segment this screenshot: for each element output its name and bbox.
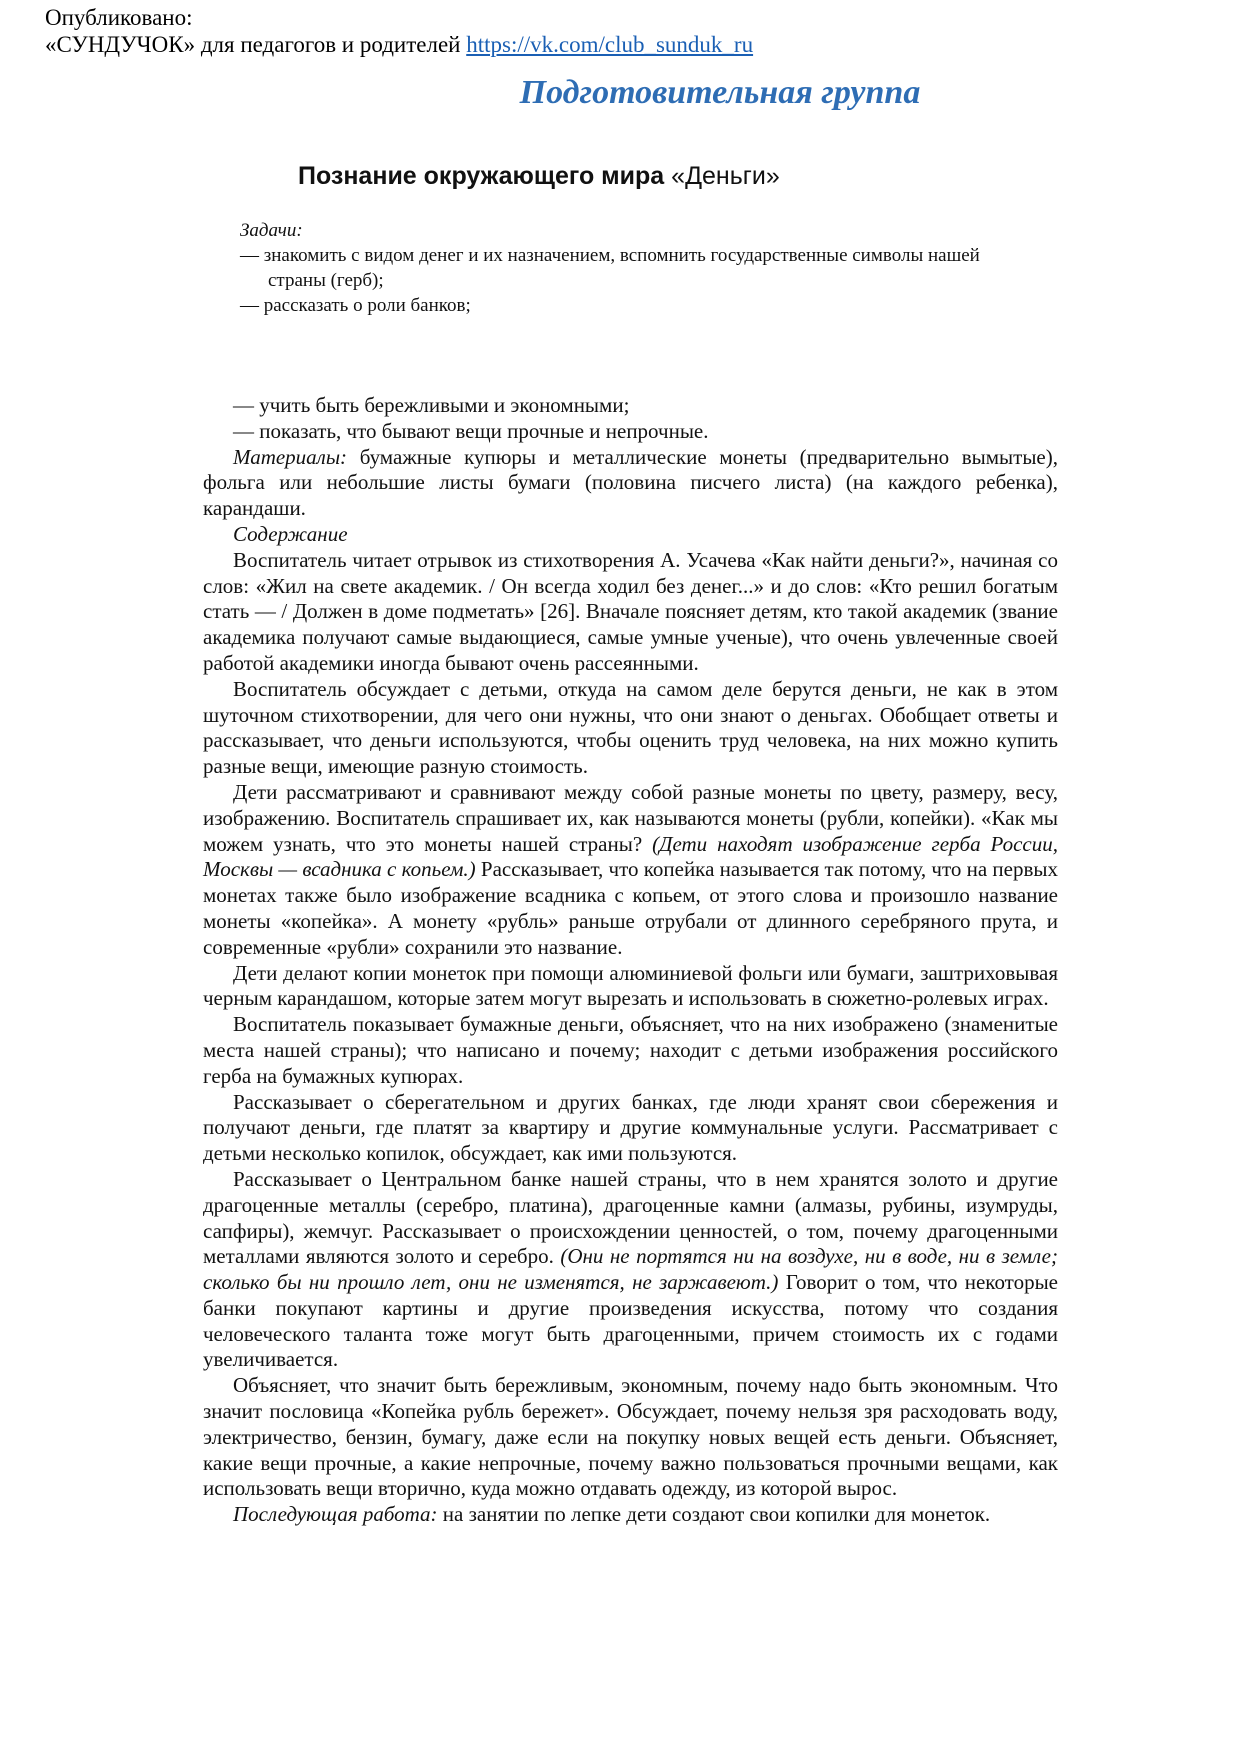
paragraph-italic: (Они не портятся ни на воздухе, ни в воде, ни в земле; сколько бы ни прошло лет, они не изменятся, не заржавеют.) bbox=[203, 1244, 1058, 1295]
materials-text: бумажные купюры и металлические монеты (предварительно вымытые), фольга или небольшие листы бумаги (половина писчего листа) (на каждого ребенка), карандаши. bbox=[203, 444, 1058, 521]
paragraph: Воспитатель обсуждает с детьми, откуда на самом деле берутся деньги, не как в этом шуточном стихотворении, для чего они нужны, что они знают о деньгах. Обобщает ответы и рассказывает, что деньги используются, чтобы оценить труд человека, на них можно купить разные вещи, имеющие разную стоимость. bbox=[203, 676, 1058, 779]
paragraph: Воспитатель читает отрывок из стихотворения А. Усачева «Как найти деньги?», начиная со слов: «Жил на свете академик. / Он всегда ходил без денег...» и до слов: «Кто решил богатым стать — / Должен в доме подметать» [26]. Вначале поясняет детям, кто такой академик (звание академика получают самые выдающиеся, самые умные ученые), что очень увлеченные своей работой академики иногда бывают очень рассеянными. bbox=[203, 547, 1058, 675]
paragraph-italic: (Дети находят изображение герба России, Москвы — всадника с копьем.) bbox=[203, 831, 1059, 882]
followup-text: на занятии по лепке дети создают свои копилки для монеток. bbox=[437, 1502, 991, 1527]
paragraph: Рассказывает о сберегательном и других банках, где люди хранят свои сбережения и получают деньги, где платят за квартиру и другие коммунальные услуги. Рассматривает с детьми несколько копилок, обсуждает, как ими пользуются. bbox=[203, 1089, 1058, 1166]
paragraph bbox=[203, 1167, 1058, 1373]
paragraph: Дети делают копии монеток при помощи алюминиевой фольги или бумаги, заштриховывая черным карандашом, которые затем могут вырезать и использовать в сюжетно-ролевых играх. bbox=[203, 960, 1058, 1011]
lesson-title bbox=[298, 162, 780, 191]
lesson-body bbox=[203, 393, 1058, 1528]
paragraph-text: Рассказывает о Центральном банке нашей страны, что в нем хранятся золото и другие драгоценные металлы (серебро, платина), драгоценные камни (алмазы, рубины, изумруды, сапфиры), жемчуг. Рассказывает о происхождении ценностей, о том, почему драгоценными металлами являются золото и серебро. bbox=[203, 1166, 1058, 1269]
source-text: «СУНДУЧОК» для педагогов и родителей bbox=[45, 32, 467, 57]
lesson-title-bold: Познание окружающего мира bbox=[298, 162, 672, 190]
task-item: — учить быть бережливыми и экономными; bbox=[233, 393, 630, 417]
materials-paragraph bbox=[203, 445, 1058, 522]
followup-label: Последующая работа: bbox=[233, 1502, 438, 1527]
content-label: Содержание bbox=[233, 521, 348, 546]
task-item: — знакомить с видом денег и их назначением, вспомнить государственные символы нашей страны (герб); bbox=[240, 245, 980, 291]
tasks-label: Задачи: bbox=[240, 220, 303, 241]
paragraph: Объясняет, что значит быть бережливым, экономным, почему надо быть экономным. Что значит пословица «Копейка рубль бережет». Обсуждает, почему нельзя зря расходовать воду, электричество, бензин, бумагу, даже если на покупку новых вещей есть деньги. Объясняет, какие вещи прочные, а какие непрочные, почему важно пользоваться прочными вещами, как использовать вещи вторично, куда можно отдавать одежду, из которой вырос. bbox=[203, 1373, 1058, 1501]
paragraph bbox=[203, 780, 1058, 961]
tasks-section bbox=[240, 218, 1030, 318]
followup-paragraph bbox=[203, 1502, 1058, 1528]
paragraph-text: Говорит о том, что некоторые банки покупают картины и другие произведения искусства, потому что создания человеческого таланта тоже могут быть драгоценными, причем стоимость их с годами увеличивается. bbox=[203, 1270, 1058, 1372]
lesson-title-topic: «Деньги» bbox=[671, 162, 780, 190]
paragraph-text: Рассказывает, что копейка называется так потому, что на первых монетах также было изображение всадника с копьем, от этого слова и произошло название монеты «копейка». А монету «рубль» раньше отрубали от длинного серебряного прута, и современные «рубли» сохранили это название. bbox=[203, 857, 1059, 959]
group-title: Подготовительная группа bbox=[519, 74, 921, 111]
publication-header bbox=[45, 4, 753, 58]
published-label: Опубликовано: bbox=[45, 5, 193, 30]
paragraph-text: Дети рассматривают и сравнивают между собой разные монеты по цвету, размеру, весу, изображению. Воспитатель спрашивает их, как называются монеты (рубли, копейки). «Как мы можем узнать, что это монеты нашей страны? bbox=[203, 779, 1058, 856]
paragraph: Воспитатель показывает бумажные деньги, объясняет, что на них изображено (знаменитые места нашей страны); что написано и почему; находит с детьми изображения российского герба на бумажных купюрах. bbox=[203, 1012, 1058, 1088]
source-line bbox=[45, 31, 753, 58]
task-item: — рассказать о роли банков; bbox=[240, 295, 471, 316]
task-item: — показать, что бывают вещи прочные и непрочные. bbox=[233, 418, 709, 443]
source-link[interactable]: https://vk.com/club_sunduk_ru bbox=[466, 32, 754, 57]
materials-label: Материалы: bbox=[233, 444, 348, 469]
